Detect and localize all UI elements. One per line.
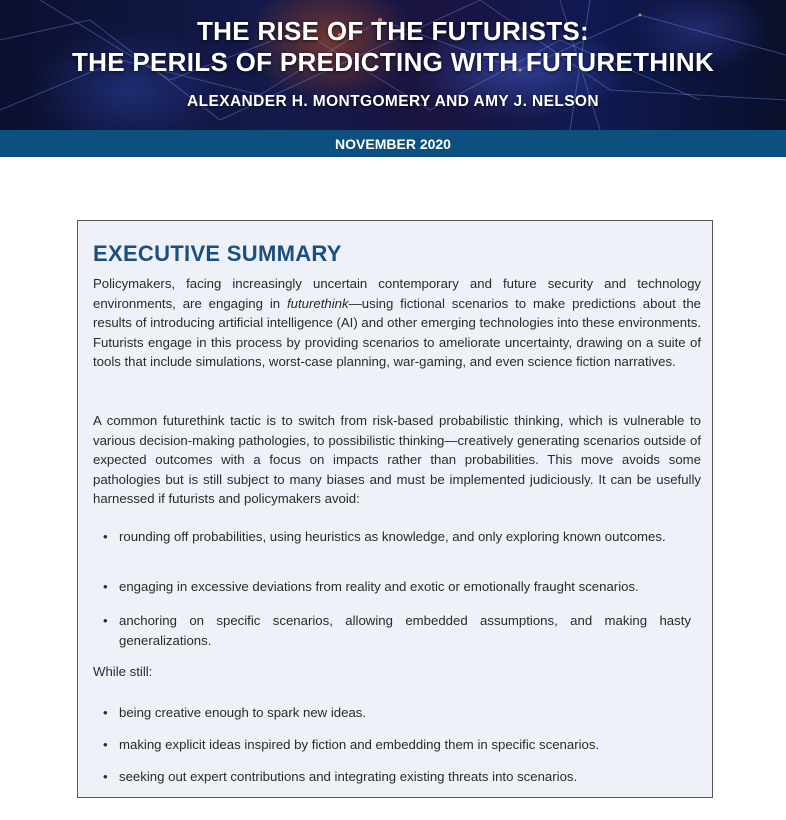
futurethink-term: futurethink bbox=[286, 295, 349, 311]
bullet-icon: • bbox=[103, 769, 108, 784]
paragraph-1-text-start: Policymakers, facing increasingly uncertain contemporary and future security and technology environments, are engaging in bbox=[93, 276, 701, 311]
list-item bbox=[103, 527, 691, 547]
bullet-icon: • bbox=[103, 613, 108, 628]
document-title-line-2: THE PERILS OF PREDICTING WITH FUTURETHINK bbox=[71, 47, 715, 77]
still-item-text: seeking out expert contributions and integrating existing threats into scenarios. bbox=[119, 769, 578, 784]
summary-paragraph-1 bbox=[93, 274, 701, 372]
summary-paragraph-2: A common futurethink tactic is to switch from risk-based probabilistic thinking, which is vulnerable to various decision-making pathologies, to possibilistic thinking—creatively generating scenarios outside of expected outcomes with a focus on impacts rather than probabilities. This move avoids some pathologies but is still subject to many biases and must be implemented judiciously. It can be usefully harnessed if futurists and policymakers avoid: bbox=[93, 413, 701, 506]
list-item bbox=[103, 611, 691, 650]
publication-date: NOVEMBER 2020 bbox=[0, 130, 786, 157]
document-title-line-1: THE RISE OF THE FUTURISTS: bbox=[196, 16, 590, 46]
list-item bbox=[103, 735, 691, 755]
authors: ALEXANDER H. MONTGOMERY AND AMY J. NELSON bbox=[187, 93, 599, 110]
while-still-label: While still: bbox=[93, 664, 153, 679]
still-item-text: being creative enough to spark new ideas. bbox=[119, 705, 367, 720]
avoid-item-text: anchoring on specific scenarios, allowing embedded assumptions, and making hasty generalizations. bbox=[119, 613, 691, 648]
header-banner bbox=[0, 0, 786, 130]
bullet-icon: • bbox=[103, 737, 108, 752]
avoid-item-text: engaging in excessive deviations from reality and exotic or emotionally fraught scenarios. bbox=[119, 579, 639, 594]
still-item-text: making explicit ideas inspired by fiction and embedding them in specific scenarios. bbox=[119, 737, 600, 752]
list-item bbox=[103, 703, 691, 723]
list-item bbox=[103, 767, 691, 787]
summary-heading: EXECUTIVE SUMMARY bbox=[93, 241, 342, 266]
bullet-icon: • bbox=[103, 705, 108, 720]
paragraph-1-text-end: —using fictional scenarios to make predictions about the results of introducing artificial intelligence (AI) and other emerging technologies into these environments. Futurists engage in this process by providing scenarios to ameliorate uncertainty, drawing on a suite of tools that include simulations, worst-case planning, war-gaming, and even science fiction narratives. bbox=[93, 295, 702, 369]
executive-summary-box bbox=[77, 220, 713, 798]
bullet-icon: • bbox=[103, 579, 108, 594]
avoid-item-text: rounding off probabilities, using heuristics as knowledge, and only exploring known outcomes. bbox=[119, 529, 666, 544]
list-item bbox=[103, 577, 691, 597]
bullet-icon: • bbox=[103, 529, 108, 544]
